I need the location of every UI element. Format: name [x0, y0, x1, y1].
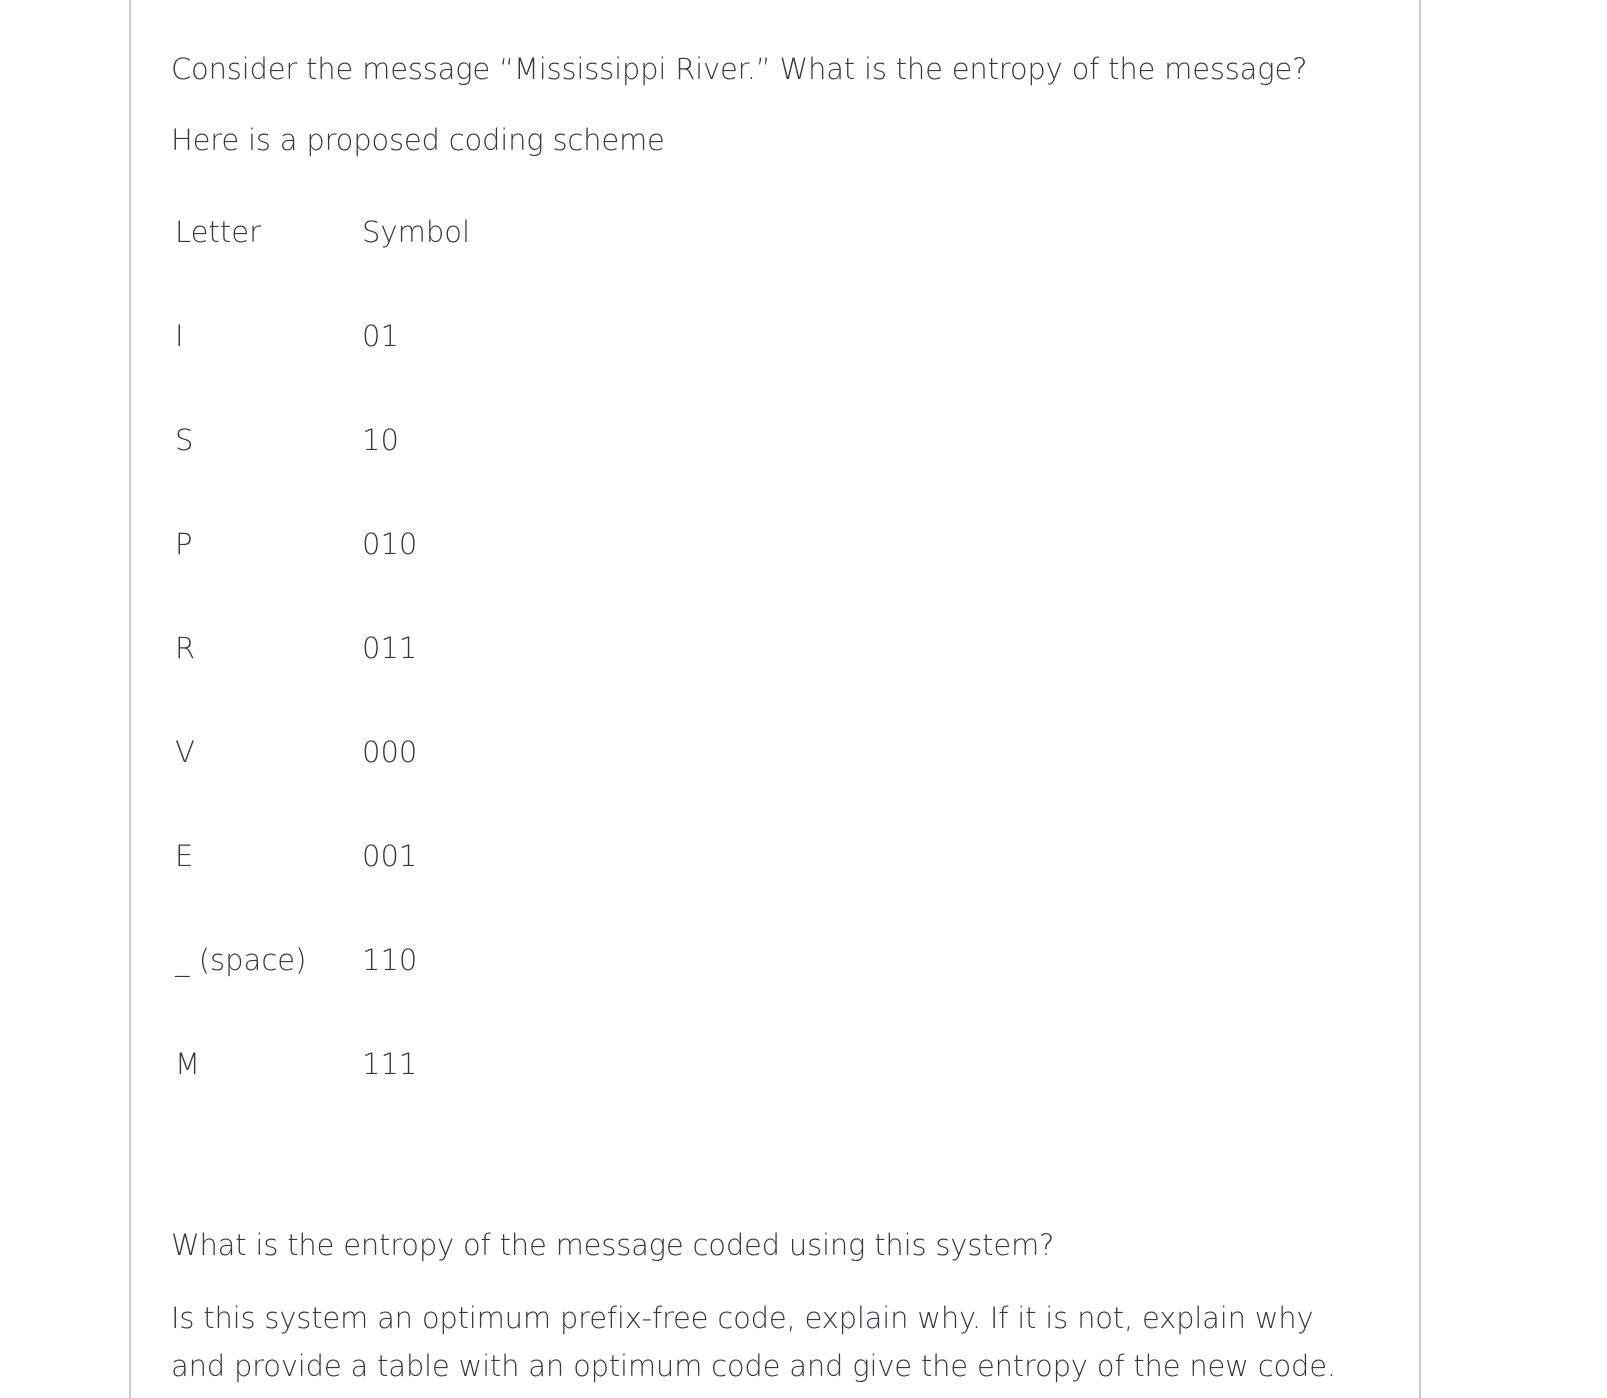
letter-cell: E	[175, 839, 194, 873]
table-row	[171, 527, 470, 631]
letter-cell: P	[175, 527, 193, 561]
letter-cell: S	[175, 423, 194, 457]
question-intro: Consider the message “Mississippi River.” What is the entropy of the message?	[171, 52, 1308, 86]
table-row	[171, 319, 470, 423]
table-row	[171, 943, 470, 1047]
column-header-letter: Letter	[175, 215, 261, 249]
table-row	[171, 423, 470, 527]
letter-cell: M	[175, 1047, 201, 1081]
symbol-cell: 010	[362, 527, 418, 561]
symbol-cell: 000	[362, 735, 418, 769]
optimum-code-question: Is this system an optimum prefix-free code, explain why. If it is not, explain why and provide a table with an optimum code and give the entropy of the new code.	[171, 1301, 1336, 1383]
letter-cell: V	[175, 735, 195, 769]
symbol-cell: 111	[362, 1047, 418, 1081]
column-header-symbol: Symbol	[362, 215, 471, 249]
letter-cell: _ (space)	[175, 943, 307, 977]
letter-cell: I	[175, 319, 184, 353]
symbol-cell: 011	[362, 631, 418, 665]
table-row	[171, 735, 470, 839]
letter-cell: R	[175, 631, 196, 665]
table-row	[171, 631, 470, 735]
symbol-cell: 110	[362, 943, 418, 977]
entropy-question: What is the entropy of the message coded using this system?	[171, 1228, 1055, 1262]
coding-scheme-intro: Here is a proposed coding scheme	[171, 123, 665, 157]
table-header-row	[171, 215, 470, 319]
symbol-cell: 01	[362, 319, 399, 353]
symbol-cell: 001	[362, 839, 418, 873]
table-row	[171, 1047, 470, 1151]
table-row	[171, 839, 470, 943]
coding-scheme-table	[171, 215, 470, 1151]
symbol-cell: 10	[362, 423, 399, 457]
